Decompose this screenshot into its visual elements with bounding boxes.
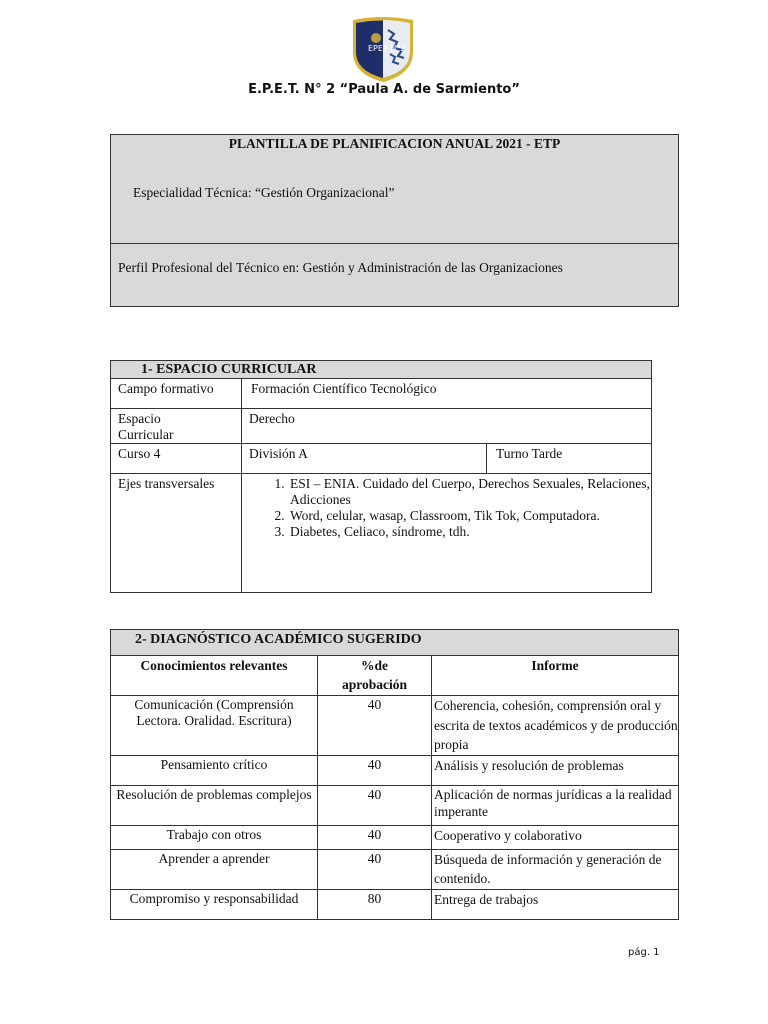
aprobacion-cell: 40 — [318, 825, 432, 849]
perfil-text: Perfil Profesional del Técnico en: Gestión y Administración de las Organizaciones — [118, 260, 563, 275]
informe-cell: Entrega de trabajos — [432, 889, 679, 919]
espacio-label-line1: Espacio — [118, 411, 161, 426]
campo-label: Campo formativo — [111, 379, 242, 409]
informe-cell: Búsqueda de información y generación de contenido. — [432, 849, 679, 889]
conocimiento-cell: Trabajo con otros — [111, 825, 318, 849]
table-row — [111, 889, 679, 919]
perfil-cell — [111, 244, 678, 306]
espacio-curricular-table — [110, 360, 652, 593]
col-informe: Informe — [432, 656, 679, 696]
table-row — [111, 785, 679, 825]
eje-item: 1. ESI – ENIA. Cuidado del Cuerpo, Derechos Sexuales, Relaciones, Adicciones — [288, 476, 651, 508]
planning-header-box — [110, 134, 679, 307]
conocimiento-cell: Comunicación (Comprensión Lectora. Oralidad. Escritura) — [111, 696, 318, 756]
informe-cell: Coherencia, cohesión, comprensión oral y escrita de textos académicos y de producción propia — [432, 696, 679, 756]
informe-cell: Análisis y resolución de problemas — [432, 755, 679, 785]
espacio-heading: 1- ESPACIO CURRICULAR — [111, 361, 652, 379]
eje-item: 2. Word, celular, wasap, Classroom, Tik Tok, Computadora. — [288, 508, 651, 524]
diagnostico-table — [110, 629, 679, 920]
page-number: pág. 1 — [628, 947, 660, 958]
conocimiento-cell: Aprender a aprender — [111, 849, 318, 889]
espacio-label-line2: Curricular — [118, 427, 174, 442]
diagnostico-heading: 2- DIAGNÓSTICO ACADÉMICO SUGERIDO — [111, 630, 679, 656]
col-aprobacion-line2: aprobación — [341, 677, 407, 692]
informe-cell: Aplicación de normas jurídicas a la realidad imperante — [432, 785, 679, 825]
curso-cell: Curso 4 — [111, 444, 242, 474]
school-crest-logo — [350, 16, 416, 84]
planning-title-cell — [111, 135, 678, 244]
conocimiento-cell: Pensamiento crítico — [111, 755, 318, 785]
informe-cell: Cooperativo y colaborativo — [432, 825, 679, 849]
aprobacion-cell: 40 — [318, 755, 432, 785]
espacio-label — [111, 409, 242, 444]
conocimiento-cell: Resolución de problemas complejos — [111, 785, 318, 825]
table-row — [111, 825, 679, 849]
table-row — [111, 755, 679, 785]
conocimiento-cell: Compromiso y responsabilidad — [111, 889, 318, 919]
eje-item: 3. Diabetes, Celiaco, síndrome, tdh. — [288, 524, 651, 540]
logo-text: EPET N°2 — [368, 44, 406, 53]
table-row — [111, 696, 679, 756]
planning-title: PLANTILLA DE PLANIFICACION ANUAL 2021 - ETP — [228, 136, 561, 151]
col-aprobacion — [318, 656, 432, 696]
ejes-label: Ejes transversales — [111, 474, 242, 593]
col-aprobacion-line1: %de — [361, 658, 388, 673]
campo-value: Formación Científico Tecnológico — [242, 379, 652, 409]
school-title: E.P.E.T. N° 2 “Paula A. de Sarmiento” — [248, 82, 520, 97]
ejes-list — [242, 476, 651, 540]
table-row — [111, 849, 679, 889]
especialidad-text: Especialidad Técnica: “Gestión Organizacional” — [133, 185, 395, 200]
division-cell: División A — [242, 444, 487, 474]
ejes-cell — [242, 474, 652, 593]
aprobacion-cell: 80 — [318, 889, 432, 919]
turno-cell: Turno Tarde — [487, 444, 652, 474]
espacio-value: Derecho — [242, 409, 652, 444]
aprobacion-cell: 40 — [318, 849, 432, 889]
col-conocimientos: Conocimientos relevantes — [111, 656, 318, 696]
aprobacion-cell: 40 — [318, 696, 432, 756]
aprobacion-cell: 40 — [318, 785, 432, 825]
